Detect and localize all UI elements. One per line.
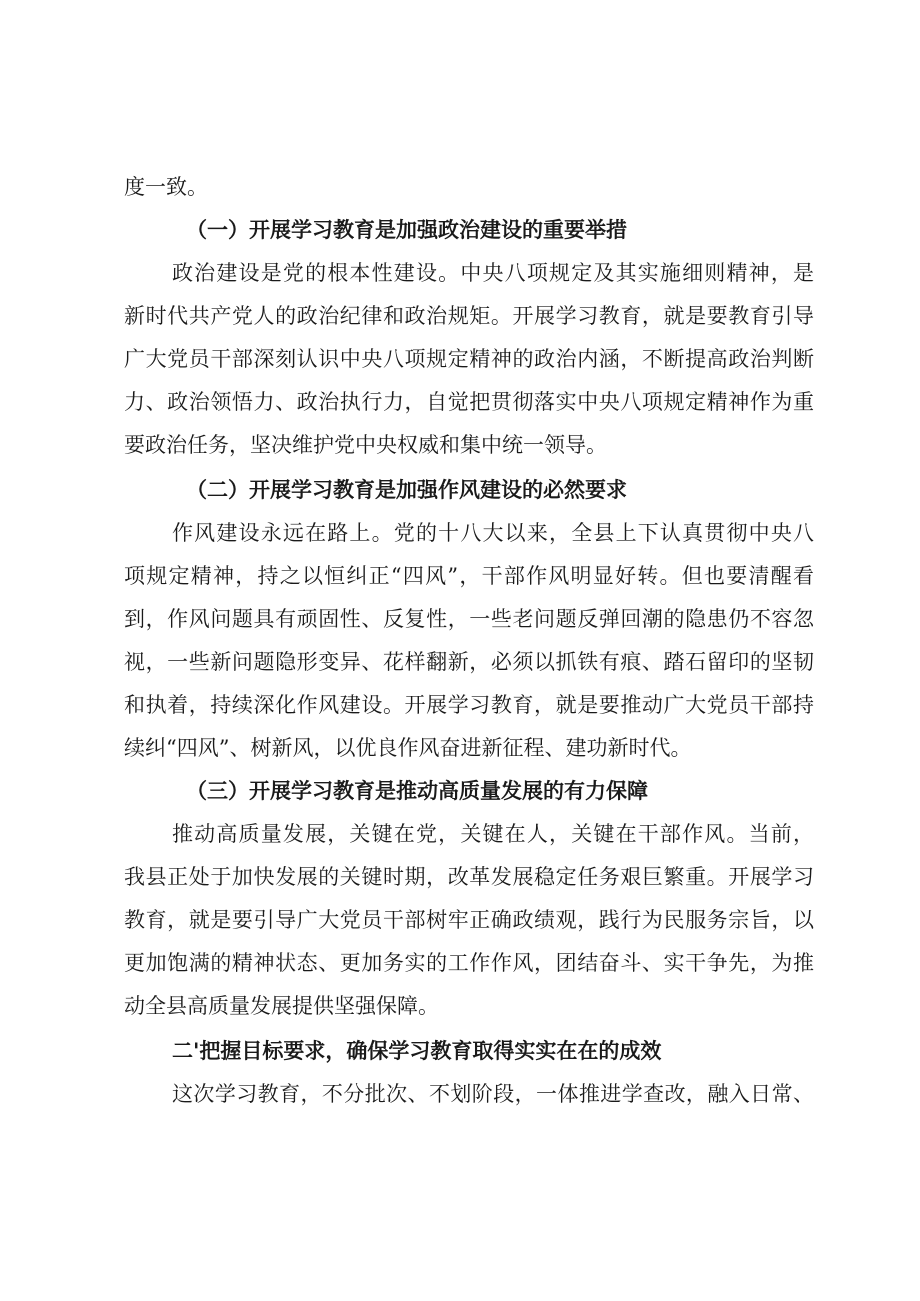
paragraph-line: 教育，就是要引导广大党员干部树牢正确政绩观，践行为民服务宗旨，以 [124,908,814,932]
paragraph-line: 我县正处于加快发展的关键时期，改革发展稳定任务艰巨繁重。开展学习 [124,865,814,889]
section-heading: （一）开展学习教育是加强政治建设的重要举措 [186,217,627,242]
paragraph-line: 项规定精神，持之以恒纠正“四风”，干部作风明显好转。但也要清醒看 [124,564,814,588]
section-heading: （三）开展学习教育是推动高质量发展的有力保障 [186,778,648,803]
paragraph-line: 推动高质量发展，关键在党，关键在人，关键在干部作风。当前， [172,822,814,846]
paragraph-line: 作风建设永远在路上。党的十八大以来，全县上下认真贯彻中央八 [172,521,814,545]
paragraph-line: 到，作风问题具有顽固性、反复性，一些老问题反弹回潮的隐患仍不容忽 [124,607,814,631]
paragraph-line: 广大党员干部深刻认识中央八项规定精神的政治内涵，不断提高政治判断 [124,347,814,371]
paragraph-line: 度一致。 [124,175,208,199]
paragraph-line: 视，一些新问题隐形变异、花样翻新，必须以抓铁有痕、踏石留印的坚韧 [124,650,814,674]
paragraph-line: 续纠“四风”、树新风，以优良作风奋进新征程、建功新时代。 [124,736,692,760]
paragraph-line: 力、政治领悟力、政治执行力，自觉把贯彻落实中央八项规定精神作为重 [124,390,814,414]
paragraph-line: 新时代共产党人的政治纪律和政治规矩。开展学习教育，就是要教育引导 [124,304,814,328]
paragraph-line: 动全县高质量发展提供坚强保障。 [124,994,439,1018]
section-heading: （二）开展学习教育是加强作风建设的必然要求 [186,477,627,502]
paragraph-line: 这次学习教育，不分批次、不划阶段，一体推进学查改，融入日常、 [172,1082,814,1106]
paragraph-line: 要政治任务，坚决维护党中央权威和集中统一领导。 [124,433,607,457]
paragraph-line: 和执着，持续深化作风建设。开展学习教育，就是要推动广大党员干部持 [124,693,814,717]
section-heading: 二'把握目标要求，确保学习教育取得实实在在的成效 [172,1038,662,1063]
paragraph-line: 更加饱满的精神状态、更加务实的工作作风，团结奋斗、实干争先，为推 [124,951,814,975]
paragraph-line: 政治建设是党的根本性建设。中央八项规定及其实施细则精神，是 [172,261,814,285]
